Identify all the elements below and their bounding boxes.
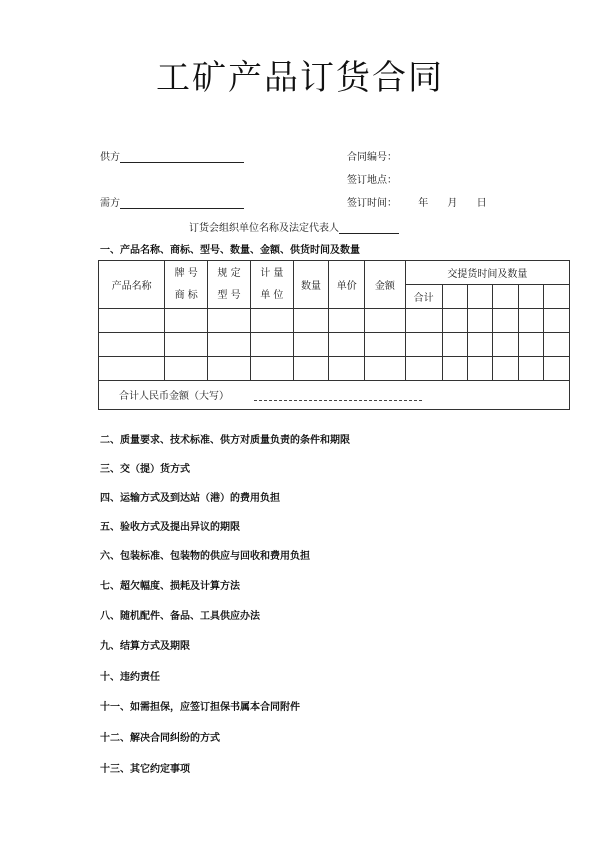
table-cell[interactable] bbox=[493, 309, 518, 333]
supplier-underline[interactable] bbox=[120, 151, 244, 163]
delivery-cell[interactable] bbox=[518, 285, 543, 309]
section-1-title: 一、产品名称、商标、型号、数量、金额、供货时间及数量 bbox=[100, 245, 360, 256]
supplier-field[interactable] bbox=[100, 148, 244, 163]
table-cell[interactable] bbox=[442, 309, 467, 333]
table-cell[interactable] bbox=[208, 309, 251, 333]
table-cell[interactable] bbox=[208, 333, 251, 357]
table-cell[interactable] bbox=[365, 309, 406, 333]
table-cell[interactable] bbox=[544, 357, 570, 381]
section-10-title: 十、违约责任 bbox=[100, 672, 160, 683]
table-row bbox=[99, 357, 570, 381]
total-rmb-label: 合计人民币金额（大写） bbox=[119, 391, 229, 402]
header-unit-line1: 计 量 bbox=[260, 267, 284, 279]
header-brand-line2: 商 标 bbox=[174, 289, 198, 301]
table-cell[interactable] bbox=[467, 357, 492, 381]
supplier-label: 供方 bbox=[100, 152, 120, 163]
table-cell[interactable] bbox=[293, 357, 329, 381]
table-cell[interactable] bbox=[442, 333, 467, 357]
table-cell[interactable] bbox=[405, 333, 442, 357]
table-cell[interactable] bbox=[250, 309, 293, 333]
buyer-field[interactable] bbox=[100, 194, 244, 209]
table-row bbox=[99, 309, 570, 333]
sign-time-label: 签订时间： bbox=[347, 198, 397, 209]
day-label: 日 bbox=[476, 198, 487, 209]
section-11-title: 十一、如需担保，应签订担保书属本合同附件 bbox=[100, 702, 300, 713]
table-cell[interactable] bbox=[329, 309, 365, 333]
sign-time-field[interactable] bbox=[347, 194, 487, 209]
table-cell[interactable] bbox=[99, 357, 165, 381]
sign-place-field[interactable] bbox=[347, 171, 397, 186]
month-label: 月 bbox=[447, 198, 458, 209]
table-cell[interactable] bbox=[99, 309, 165, 333]
representative-field[interactable] bbox=[189, 219, 399, 234]
table-cell[interactable] bbox=[493, 333, 518, 357]
table-cell[interactable] bbox=[208, 357, 251, 381]
table-cell[interactable] bbox=[165, 333, 208, 357]
table-cell[interactable] bbox=[365, 333, 406, 357]
table-cell[interactable] bbox=[293, 333, 329, 357]
header-delivery: 交提货时间及数量 bbox=[405, 261, 569, 285]
table-cell[interactable] bbox=[405, 357, 442, 381]
header-spec bbox=[208, 261, 251, 309]
table-cell[interactable] bbox=[518, 309, 543, 333]
representative-underline[interactable] bbox=[339, 222, 399, 234]
table-cell[interactable] bbox=[250, 333, 293, 357]
header-spec-line1: 规 定 bbox=[217, 267, 241, 279]
sign-place-label: 签订地点： bbox=[347, 175, 397, 186]
table-cell[interactable] bbox=[518, 333, 543, 357]
section-8-title: 八、随机配件、备品、工具供应办法 bbox=[100, 611, 260, 622]
section-13-title: 十三、其它约定事项 bbox=[100, 764, 190, 775]
section-2-title: 二、质量要求、技术标准、供方对质量负责的条件和期限 bbox=[100, 435, 350, 446]
header-quantity: 数量 bbox=[293, 261, 329, 309]
table-cell[interactable] bbox=[467, 333, 492, 357]
table-cell[interactable] bbox=[544, 309, 570, 333]
header-unit-line2: 单 位 bbox=[260, 289, 284, 301]
header-unit-price: 单价 bbox=[329, 261, 365, 309]
representative-label: 订货会组织单位名称及法定代表人 bbox=[189, 223, 339, 234]
header-spec-line2: 型 号 bbox=[217, 289, 241, 301]
header-unit bbox=[250, 261, 293, 309]
table-cell[interactable] bbox=[365, 357, 406, 381]
buyer-underline[interactable] bbox=[120, 197, 244, 209]
table-cell[interactable] bbox=[250, 357, 293, 381]
section-12-title: 十二、解决合同纠纷的方式 bbox=[100, 733, 220, 744]
table-cell[interactable] bbox=[165, 309, 208, 333]
table-row bbox=[99, 333, 570, 357]
section-4-title: 四、运输方式及到达站（港）的费用负担 bbox=[100, 493, 280, 504]
table-cell[interactable] bbox=[405, 309, 442, 333]
total-rmb-cell[interactable] bbox=[99, 381, 570, 410]
year-label: 年 bbox=[418, 198, 429, 209]
section-5-title: 五、验收方式及提出异议的期限 bbox=[100, 522, 240, 533]
table-cell[interactable] bbox=[518, 357, 543, 381]
table-cell[interactable] bbox=[329, 333, 365, 357]
order-table bbox=[98, 260, 570, 410]
table-cell[interactable] bbox=[544, 333, 570, 357]
contract-no-field[interactable] bbox=[347, 148, 397, 163]
header-amount: 金额 bbox=[365, 261, 406, 309]
table-cell[interactable] bbox=[442, 357, 467, 381]
section-9-title: 九、结算方式及期限 bbox=[100, 641, 190, 652]
header-product-name: 产品名称 bbox=[99, 261, 165, 309]
header-total: 合计 bbox=[405, 285, 442, 309]
buyer-label: 需方 bbox=[100, 198, 120, 209]
total-rmb-dashed-line[interactable] bbox=[254, 400, 422, 401]
table-cell[interactable] bbox=[99, 333, 165, 357]
delivery-cell[interactable] bbox=[467, 285, 492, 309]
contract-title: 工矿产品订货合同 bbox=[156, 58, 444, 98]
table-cell[interactable] bbox=[293, 309, 329, 333]
table-cell[interactable] bbox=[493, 357, 518, 381]
table-cell[interactable] bbox=[467, 309, 492, 333]
section-3-title: 三、交（提）货方式 bbox=[100, 464, 190, 475]
section-7-title: 七、超欠幅度、损耗及计算方法 bbox=[100, 581, 240, 592]
delivery-cell[interactable] bbox=[442, 285, 467, 309]
section-6-title: 六、包装标准、包装物的供应与回收和费用负担 bbox=[100, 551, 310, 562]
delivery-cell[interactable] bbox=[493, 285, 518, 309]
header-brand bbox=[165, 261, 208, 309]
delivery-cell[interactable] bbox=[544, 285, 570, 309]
total-row bbox=[99, 381, 570, 410]
table-cell[interactable] bbox=[165, 357, 208, 381]
header-brand-line1: 牌 号 bbox=[174, 267, 198, 279]
contract-no-label: 合同编号： bbox=[347, 152, 397, 163]
table-cell[interactable] bbox=[329, 357, 365, 381]
